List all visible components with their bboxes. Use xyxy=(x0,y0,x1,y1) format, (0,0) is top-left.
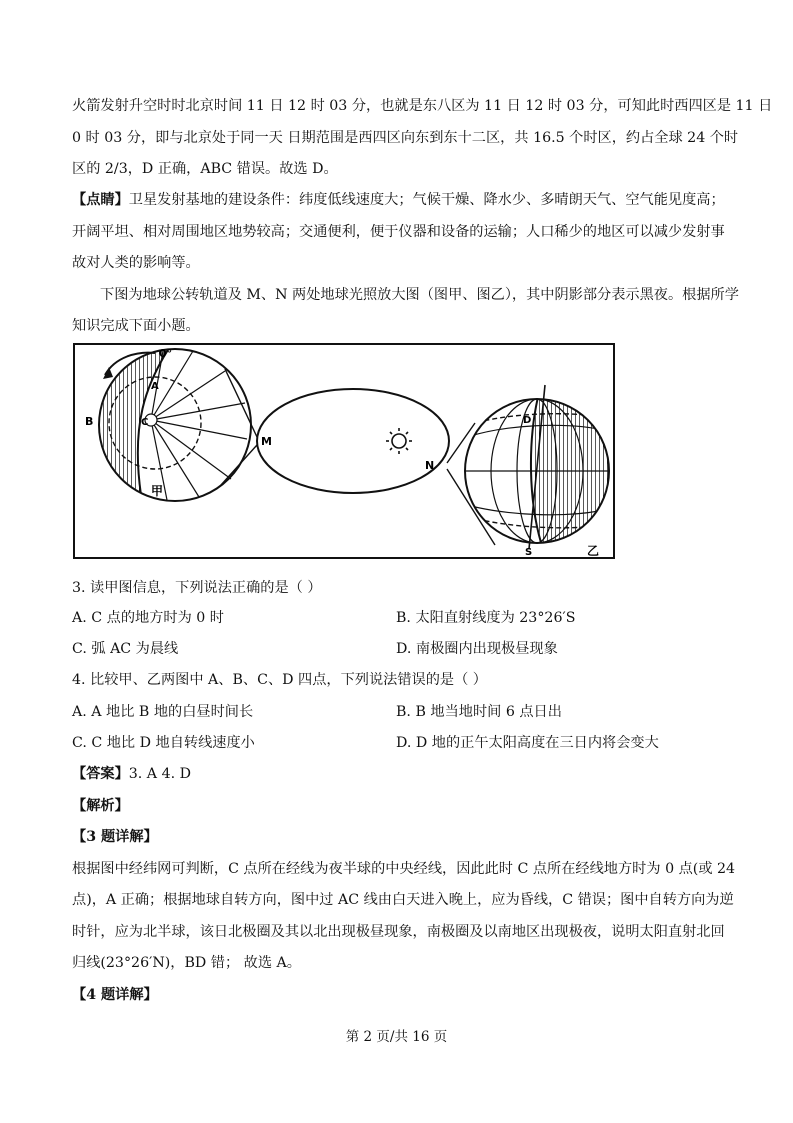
text-line: 时针，应为北半球，该日北极圈及其以北出现极昼现象，南极圈及以南地区出现极夜，说明太阳直射北回 xyxy=(72,924,725,940)
orbit-figure xyxy=(73,343,615,559)
q4-option-b: B. B 地当地时间 6 点日出 xyxy=(396,704,562,720)
intro-line: 知识完成下面小题。 xyxy=(72,318,200,334)
q3-detail-label: 【3 题详解】 xyxy=(72,829,158,845)
text-line: 故对人类的影响等。 xyxy=(72,255,200,271)
label-yi: 乙 xyxy=(587,544,600,557)
q4-option-c: C. C 地比 D 地自转线速度小 xyxy=(72,735,255,751)
q3-option-c: C. 弧 AC 为晨线 xyxy=(72,641,179,657)
orbit-diagram xyxy=(75,345,613,557)
label-b: B xyxy=(85,415,94,428)
page-number: 第 2 页/共 16 页 xyxy=(345,1029,448,1045)
text-line: 区的 2/3，D 正确，ABC 错误。故选 D。 xyxy=(72,161,338,177)
text-line: 点)，A 正确；根据地球自转方向，图中过 AC 线由白天进入晚上，应为昏线，C 错误；图中自转方向为逆 xyxy=(72,892,734,908)
tip-line xyxy=(72,190,725,210)
label-d: D xyxy=(523,415,532,426)
orbit-ellipse xyxy=(257,389,449,493)
tip-text: 卫星发射基地的建设条件：纬度低线速度大；气候干燥、降水少、多晴朗天气、空气能见度高； xyxy=(128,192,725,208)
intro-line: 下图为地球公转轨道及 M、N 两处地球光照放大图（图甲、图乙），其中阴影部分表示黑夜。根据所学 xyxy=(100,287,739,303)
q4-option-a: A. A 地比 B 地的白昼时间长 xyxy=(72,704,254,720)
q3-stem: 3. 读甲图信息，下列说法正确的是（ ） xyxy=(72,580,322,596)
analysis-label: 【解析】 xyxy=(72,798,129,814)
text-line: 火箭发射升空时时北京时间 11 日 12 时 03 分，也就是东八区为 11 日 12 时 03 分，可知此时西四区是 11 日 xyxy=(72,98,773,114)
tip-label: 【点睛】 xyxy=(72,192,129,208)
label-jia: 甲 xyxy=(151,484,164,498)
label-a: A xyxy=(151,381,159,392)
answer-label: 【答案】 xyxy=(72,766,129,782)
label-m: M xyxy=(261,435,272,448)
globe-jia xyxy=(99,345,251,505)
answer-text: 3. A 4. D xyxy=(128,766,191,782)
label-c: C xyxy=(141,417,149,428)
label-0-deg: 0° xyxy=(159,347,173,360)
q3-option-b: B. 太阳直射线度为 23°26′S xyxy=(396,610,576,626)
label-n: N xyxy=(425,459,435,472)
q4-option-d: D. D 地的正午太阳高度在三日内将会变大 xyxy=(396,735,659,751)
label-s: S xyxy=(525,547,533,557)
q3-option-a: A. C 点的地方时为 0 时 xyxy=(72,610,224,626)
q4-detail-label: 【4 题详解】 xyxy=(72,987,158,1003)
answer-line xyxy=(72,764,191,784)
q3-option-d: D. 南极圈内出现极昼现象 xyxy=(396,641,558,657)
text-line: 根据图中经纬网可判断，C 点所在经线为夜半球的中央经线，因此此时 C 点所在经线地方时为 0 点(或 24 xyxy=(72,861,736,877)
globe-yi xyxy=(465,385,613,555)
text-line: 归线(23°26′N)，BD 错； 故选 A。 xyxy=(72,955,301,971)
text-line: 开阔平坦、相对周围地区地势较高；交通便利，便于仪器和设备的运输；人口稀少的地区可以减少发射事 xyxy=(72,224,725,240)
text-line: 0 时 03 分，即与北京处于同一天 日期范围是西四区向东到东十二区，共 16.5 个时区，约占全球 24 个时 xyxy=(72,130,739,146)
q4-stem: 4. 比较甲、乙两图中 A、B、C、D 四点，下列说法错误的是（ ） xyxy=(72,672,487,688)
